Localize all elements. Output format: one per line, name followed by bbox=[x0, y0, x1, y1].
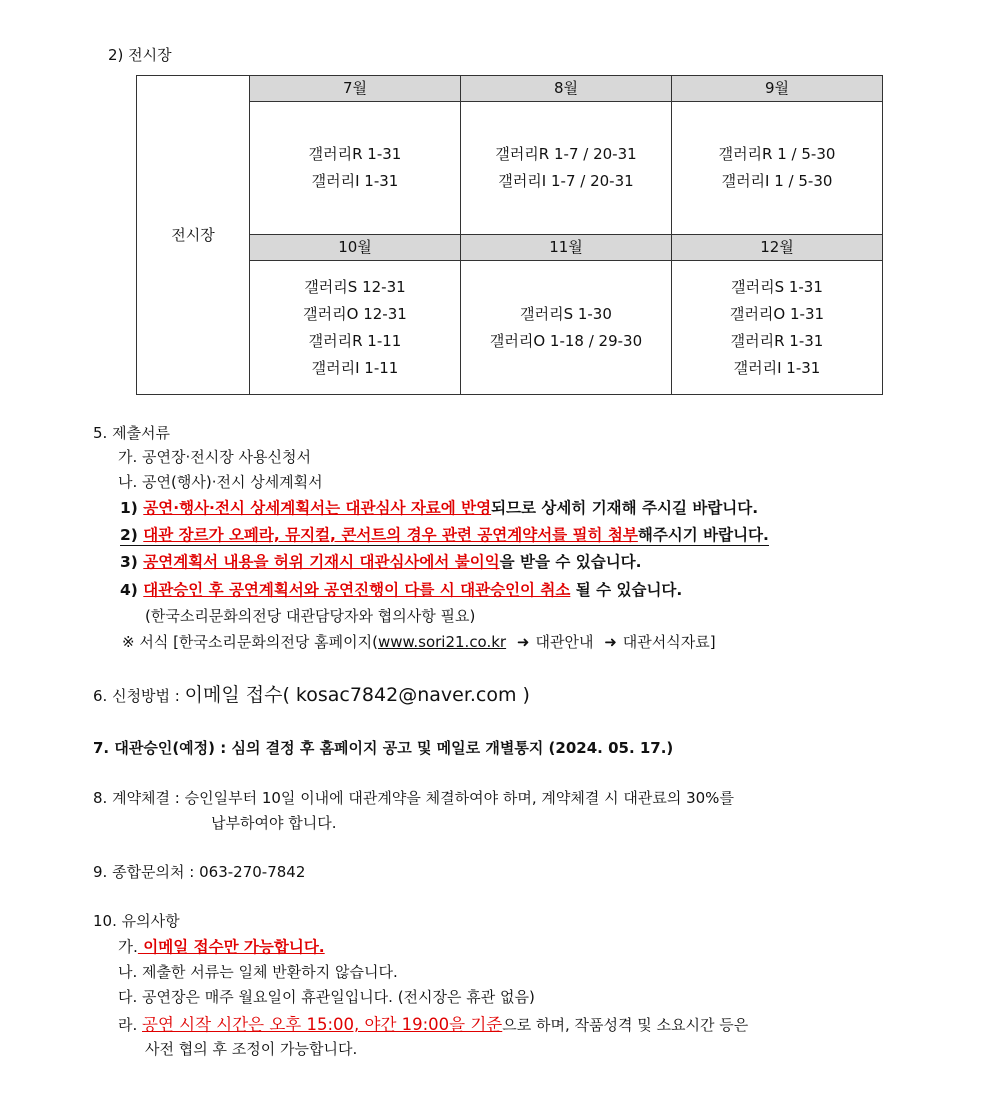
gallery-line: 갤러리O 12-31 bbox=[303, 304, 407, 323]
item-b: 나. 공연(행사)·전시 상세계획서 bbox=[118, 473, 323, 491]
gallery-line: 갤러리S 1-31 bbox=[731, 277, 823, 296]
section-10-title: 10. 유의사항 bbox=[93, 912, 180, 930]
note-number: 3) bbox=[120, 553, 138, 571]
note-text: 되므로 상세히 기재해 주시길 바랍니다. bbox=[491, 499, 759, 517]
notice-a bbox=[118, 935, 325, 957]
apply-method-label: 6. 신청방법 : bbox=[93, 687, 185, 705]
note-2 bbox=[120, 523, 769, 546]
section-6 bbox=[93, 680, 530, 707]
schedule-cell bbox=[672, 261, 883, 395]
gallery-line: 갤러리R 1 / 5-30 bbox=[718, 145, 836, 163]
form-mid: 대관안내 bbox=[535, 633, 594, 651]
form-prefix: ※ 서식 [한국소리문화의전당 홈페이지( bbox=[122, 633, 378, 651]
row-label: 전시장 bbox=[137, 76, 250, 395]
note-4-detail: (한국소리문화의전당 대관담당자와 협의사항 필요) bbox=[145, 607, 476, 625]
notice-text: 으로 하며, 작품성격 및 소요시간 등은 bbox=[502, 1016, 749, 1034]
section-8-line1: 8. 계약체결 : 승인일부터 10일 이내에 대관계약을 체결하여야 하며, 계약체결 시 대관료의 30%를 bbox=[93, 789, 734, 807]
arrow-icon: ➜ bbox=[516, 633, 530, 651]
note-number: 4) bbox=[120, 581, 138, 599]
subsection-title: 2) 전시장 bbox=[108, 46, 172, 64]
arrow-icon: ➜ bbox=[604, 633, 617, 651]
note-1 bbox=[120, 496, 758, 518]
gallery-line: 갤러리I 1 / 5-30 bbox=[721, 172, 833, 190]
gallery-line: 갤러리I 1-31 bbox=[733, 358, 821, 377]
gallery-line: 갤러리O 1-31 bbox=[729, 304, 825, 323]
gallery-line: 갤러리R 1-7 / 20-31 bbox=[495, 145, 637, 163]
note-highlight: 대관 장르가 오페라, 뮤지컬, 콘서트의 경우 관련 공연계약서를 필히 첨부 bbox=[143, 526, 638, 544]
schedule-cell bbox=[672, 102, 883, 235]
notice-prefix: 가. bbox=[118, 938, 138, 956]
note-text: 을 받을 수 있습니다. bbox=[499, 553, 642, 571]
gallery-line: 갤러리S 1-30 bbox=[520, 304, 612, 323]
gallery-line: 갤러리S 12-31 bbox=[304, 277, 406, 296]
notice-prefix: 라. bbox=[118, 1016, 143, 1034]
gallery-line: 갤러리R 1-31 bbox=[308, 145, 402, 163]
note-text: 될 수 있습니다. bbox=[570, 581, 683, 599]
form-reference bbox=[122, 631, 716, 652]
notice-d bbox=[118, 1011, 748, 1035]
gallery-line: 갤러리I 1-7 / 20-31 bbox=[498, 172, 634, 190]
form-end: 대관서식자료] bbox=[622, 633, 716, 651]
schedule-cell bbox=[250, 261, 461, 395]
note-highlight: 공연계획서 내용을 허위 기재시 대관심사에서 불이익 bbox=[143, 553, 500, 571]
notice-highlight: 이메일 접수만 가능합니다. bbox=[137, 938, 325, 956]
notice-c: 다. 공연장은 매주 월요일이 휴관일입니다. (전시장은 휴관 없음) bbox=[118, 988, 535, 1006]
gallery-line: 갤러리R 1-11 bbox=[308, 331, 402, 350]
note-text: 해주시기 바랍니다. bbox=[637, 526, 769, 544]
gallery-line: 갤러리I 1-31 bbox=[311, 172, 399, 190]
month-header: 8월 bbox=[461, 76, 672, 102]
section-5-title: 5. 제출서류 bbox=[93, 424, 171, 442]
month-header: 7월 bbox=[250, 76, 461, 102]
month-header: 9월 bbox=[672, 76, 883, 102]
month-header: 10월 bbox=[250, 235, 461, 261]
schedule-cell bbox=[461, 261, 672, 395]
section-8-line2: 납부하여야 합니다. bbox=[211, 814, 337, 832]
month-header: 11월 bbox=[461, 235, 672, 261]
notice-highlight: 공연 시작 시간은 오후 15:00, 야간 19:00을 기준 bbox=[142, 1015, 503, 1034]
notice-b: 나. 제출한 서류는 일체 반환하지 않습니다. bbox=[118, 963, 398, 981]
schedule-cell bbox=[250, 102, 461, 235]
gallery-line: 갤러리O 1-18 / 29-30 bbox=[489, 331, 643, 350]
schedule-cell bbox=[461, 102, 672, 235]
gallery-line: 갤러리R 1-31 bbox=[730, 331, 824, 350]
section-7: 7. 대관승인(예정) : 심의 결정 후 홈페이지 공고 및 메일로 개별통지 (2024. 05. 17.) bbox=[93, 739, 674, 757]
homepage-link[interactable]: www.sori21.co.kr bbox=[377, 633, 507, 651]
exhibition-schedule-table bbox=[136, 75, 883, 395]
note-4 bbox=[120, 578, 682, 600]
item-a: 가. 공연장·전시장 사용신청서 bbox=[118, 448, 311, 466]
notice-d-line2: 사전 협의 후 조정이 가능합니다. bbox=[145, 1040, 358, 1058]
gallery-line: 갤러리I 1-11 bbox=[311, 358, 399, 377]
note-highlight: 공연·행사·전시 상세계획서는 대관심사 자료에 반영 bbox=[143, 499, 492, 517]
note-number: 1) bbox=[120, 499, 138, 517]
note-highlight: 대관승인 후 공연계획서와 공연진행이 다를 시 대관승인이 취소 bbox=[143, 581, 571, 599]
note-number: 2) bbox=[120, 526, 138, 544]
note-3 bbox=[120, 550, 642, 572]
month-header: 12월 bbox=[672, 235, 883, 261]
section-9: 9. 종합문의처 : 063-270-7842 bbox=[93, 863, 306, 881]
apply-method-value: 이메일 접수( kosac7842@naver.com ) bbox=[184, 684, 530, 706]
